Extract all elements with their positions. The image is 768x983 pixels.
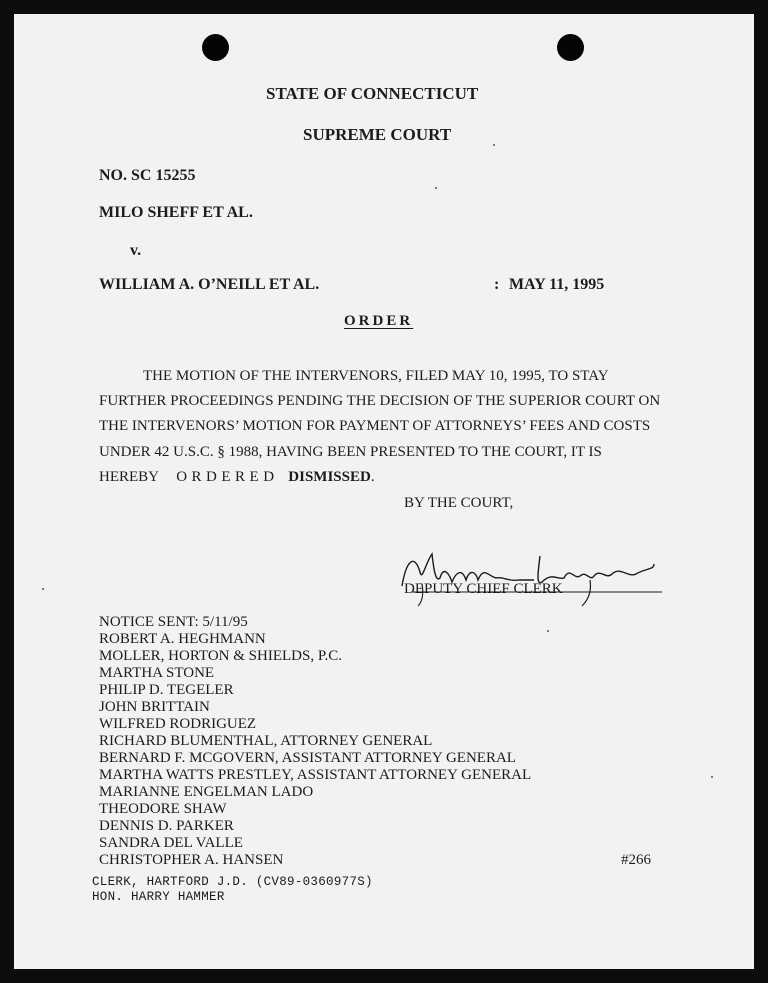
order-period: . (370, 469, 375, 485)
notice-recipient: MOLLER, HORTON & SHIELDS, P.C. (99, 648, 343, 664)
document-page (14, 14, 754, 969)
by-the-court: BY THE COURT, (404, 495, 514, 511)
order-body-line: UNDER 42 U.S.C. § 1988, HAVING BEEN PRESENTED TO THE COURT, IT IS (99, 444, 602, 460)
state-heading: STATE OF CONNECTICUT (266, 84, 479, 103)
notice-recipient: CHRISTOPHER A. HANSEN (99, 852, 284, 868)
scan-speck (547, 630, 549, 632)
notice-recipient: MARIANNE ENGELMAN LADO (99, 784, 314, 800)
document-number: #266 (621, 852, 651, 868)
punch-hole-right (557, 34, 584, 61)
typed-recipient: CLERK, HARTFORD J.D. (CV89-0360977S) (92, 875, 373, 889)
notice-recipient: MARTHA STONE (99, 665, 215, 681)
scan-speck (42, 588, 44, 590)
order-title: ORDER (344, 313, 414, 329)
case-number: NO. SC 15255 (99, 167, 196, 184)
plaintiff-name: MILO SHEFF ET AL. (99, 204, 253, 221)
notice-recipient: ROBERT A. HEGHMANN (99, 631, 266, 647)
typed-recipient: HON. HARRY HAMMER (92, 890, 225, 904)
punch-hole-left (202, 34, 229, 61)
notice-recipient: WILFRED RODRIGUEZ (99, 716, 257, 732)
order-hereby: HEREBY (99, 469, 159, 485)
ordered-word: ORDERED (176, 469, 279, 485)
court-heading: SUPREME COURT (303, 125, 452, 144)
scan-speck (493, 144, 495, 146)
notice-recipient: PHILIP D. TEGELER (99, 682, 234, 698)
notice-recipient: BERNARD F. MCGOVERN, ASSISTANT ATTORNEY GENERAL (99, 750, 516, 766)
order-body-line: THE INTERVENORS’ MOTION FOR PAYMENT OF ATTORNEYS’ FEES AND COSTS (99, 418, 651, 434)
clerk-title: DEPUTY CHIEF CLERK (404, 581, 563, 597)
disposition: DISMISSED (288, 469, 371, 485)
notice-recipient: JOHN BRITTAIN (99, 699, 210, 715)
versus-label: v. (130, 242, 142, 259)
notice-recipient: THEODORE SHAW (99, 801, 227, 817)
date-separator: : (494, 276, 500, 293)
notice-recipient: DENNIS D. PARKER (99, 818, 234, 834)
defendant-name: WILLIAM A. O’NEILL ET AL. (99, 276, 320, 293)
notice-recipient: RICHARD BLUMENTHAL, ATTORNEY GENERAL (99, 733, 433, 749)
clerk-signature (392, 542, 664, 608)
order-date: MAY 11, 1995 (509, 276, 605, 293)
scan-speck (435, 187, 437, 189)
order-body-line: FURTHER PROCEEDINGS PENDING THE DECISION OF THE SUPERIOR COURT ON (99, 393, 661, 409)
notice-sent: NOTICE SENT: 5/11/95 (99, 614, 248, 630)
scan-speck (711, 776, 713, 778)
order-body-last-line (99, 469, 375, 486)
notice-recipient: SANDRA DEL VALLE (99, 835, 243, 851)
notice-recipient: MARTHA WATTS PRESTLEY, ASSISTANT ATTORNEY GENERAL (99, 767, 532, 783)
order-body-line: THE MOTION OF THE INTERVENORS, FILED MAY 10, 1995, TO STAY (143, 368, 609, 384)
